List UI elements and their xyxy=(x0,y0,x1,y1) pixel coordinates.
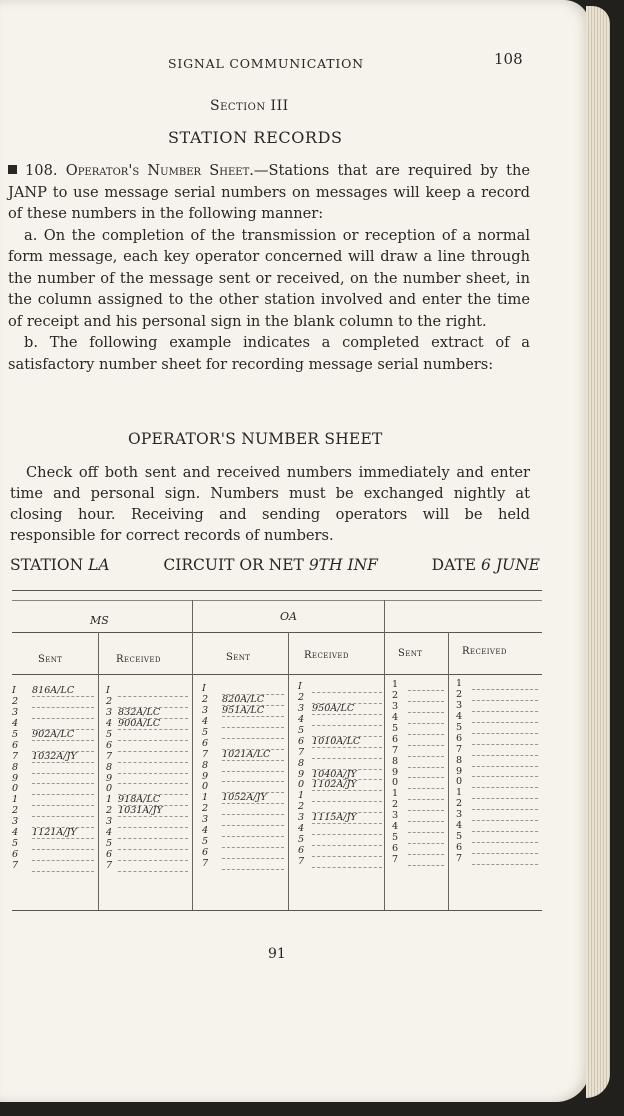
row-number: 5 xyxy=(298,834,305,846)
row-number: 2 xyxy=(456,798,463,810)
header-oa-sent: Sent xyxy=(226,652,251,663)
row-entry xyxy=(472,712,538,723)
circuit-field: CIRCUIT OR NET 9TH INF xyxy=(163,556,378,574)
row-number: 5 xyxy=(202,726,209,738)
row-number: 5 xyxy=(12,838,19,850)
ms-sent-entries xyxy=(32,686,94,872)
row-number: 3 xyxy=(12,706,19,718)
row-number: 2 xyxy=(12,695,19,707)
row-number: 3 xyxy=(202,814,209,826)
row-entry xyxy=(118,850,188,861)
row-number: 5 xyxy=(202,836,209,848)
row-number: 9 xyxy=(12,772,19,784)
row-number: I xyxy=(202,683,206,694)
sheet-instructions: Check off both sent and received numbers immediately and enter time and personal sign. Numbers must be exchanged nightly at closing hour. Receiving and sending operators will be held responsible for correct records of numbers. xyxy=(10,464,530,544)
group-rule xyxy=(12,632,542,633)
row-entry xyxy=(472,701,538,712)
row-entry xyxy=(472,810,538,821)
row-number: 6 xyxy=(456,732,463,744)
header-blank-received: Received xyxy=(462,646,507,657)
row-entry xyxy=(222,804,284,815)
row-number: 0 xyxy=(12,783,19,795)
row-entry xyxy=(408,811,444,822)
station-line xyxy=(10,556,540,574)
row-entry: 1031A/JY xyxy=(118,806,188,817)
row-entry xyxy=(408,768,444,779)
row-number: 3 xyxy=(106,706,113,718)
row-entry xyxy=(32,850,94,861)
row-entry xyxy=(222,848,284,859)
row-number: 6 xyxy=(298,845,305,857)
row-entry: 1021A/LC xyxy=(222,750,284,761)
header-ms-received: Received xyxy=(116,654,161,665)
row-entry xyxy=(312,759,382,770)
row-number: 4 xyxy=(202,715,209,727)
blank-received-entries xyxy=(472,679,538,865)
header-oa-received: Received xyxy=(304,650,349,661)
row-number: 0 xyxy=(456,776,463,788)
row-number: 2 xyxy=(456,688,463,700)
oa-sent-entries xyxy=(222,684,284,870)
row-number: 3 xyxy=(456,699,463,711)
header-blank-sent: Sent xyxy=(398,648,423,659)
row-entry: 832A/LC xyxy=(118,708,188,719)
row-entry xyxy=(118,839,188,850)
row-number: 6 xyxy=(298,735,305,747)
row-entry xyxy=(408,702,444,713)
row-number: 6 xyxy=(392,733,399,745)
running-head: SIGNAL COMMUNICATION xyxy=(168,56,364,71)
row-number: 4 xyxy=(12,717,19,729)
row-number: 4 xyxy=(456,710,463,722)
row-number: 9 xyxy=(392,766,399,778)
row-entry xyxy=(312,835,382,846)
row-entry xyxy=(472,690,538,701)
row-number: I xyxy=(298,681,302,692)
row-entry: 1115A/JY xyxy=(312,813,382,824)
row-number: 6 xyxy=(202,847,209,859)
oa-received-numbers xyxy=(298,682,304,868)
ms-sent-numbers xyxy=(12,686,18,872)
row-number: 3 xyxy=(392,810,399,822)
row-number: 7 xyxy=(298,746,305,758)
paragraph-a: a. On the completion of the transmission or reception of a normal form message, each key operator concerned will draw a line through the number of the message sent or received, on the number sheet, in the column assigned to the other station involved and enter the time of receipt and his personal sign in the blank column to the right. xyxy=(8,226,530,330)
row-entry: 1052A/JY xyxy=(222,793,284,804)
row-entry xyxy=(472,734,538,745)
blank-sent-numbers xyxy=(392,680,398,866)
row-entry xyxy=(118,686,188,697)
row-number: 9 xyxy=(106,772,113,784)
date-field: DATE 6 JUNE xyxy=(431,556,540,574)
row-number: 3 xyxy=(202,704,209,716)
row-entry xyxy=(32,774,94,785)
row-number: 8 xyxy=(12,761,19,773)
blank-column-divider xyxy=(448,632,449,910)
row-entry xyxy=(118,730,188,741)
row-number: 5 xyxy=(298,724,305,736)
row-number: 7 xyxy=(456,853,463,864)
row-entry xyxy=(118,861,188,872)
sheet-title: OPERATOR'S NUMBER SHEET xyxy=(128,430,383,448)
row-entry xyxy=(222,815,284,826)
row-number: 4 xyxy=(392,711,399,723)
row-entry xyxy=(408,746,444,757)
circuit-value: 9TH INF xyxy=(308,556,378,574)
section-label: Section III xyxy=(210,98,289,114)
oa-received-entries xyxy=(312,682,382,868)
row-entry xyxy=(408,789,444,800)
row-number: 7 xyxy=(298,856,305,867)
row-entry xyxy=(312,824,382,835)
row-entry xyxy=(312,715,382,726)
table-top-rule xyxy=(12,590,542,591)
row-entry xyxy=(222,728,284,739)
row-entry xyxy=(222,826,284,837)
row-number: 3 xyxy=(12,816,19,828)
row-entry xyxy=(408,735,444,746)
row-entry xyxy=(472,854,538,865)
row-entry xyxy=(408,822,444,833)
row-entry xyxy=(222,717,284,728)
row-number: 9 xyxy=(202,770,209,782)
row-number: 2 xyxy=(298,801,305,813)
row-number: 0 xyxy=(106,783,113,795)
row-entry xyxy=(118,817,188,828)
ms-received-entries xyxy=(118,686,188,872)
row-entry xyxy=(408,680,444,691)
row-entry: 950A/LC xyxy=(312,704,382,715)
row-entry: 820A/LC xyxy=(222,695,284,706)
row-number: 2 xyxy=(202,693,209,705)
table-bottom-rule xyxy=(12,910,542,911)
row-entry xyxy=(472,799,538,810)
row-entry xyxy=(118,763,188,774)
header-ms-sent: Sent xyxy=(38,654,63,665)
row-number: 1 xyxy=(12,794,19,806)
row-entry xyxy=(472,788,538,799)
row-entry xyxy=(312,857,382,868)
paragraph-108-text: —Stations that are required by the JANP to use message serial numbers on messages will keep a record of these numbers in the following manner: xyxy=(8,162,530,222)
row-entry xyxy=(408,778,444,789)
row-number: 8 xyxy=(392,755,399,767)
row-number: 2 xyxy=(12,805,19,817)
row-number: 7 xyxy=(106,860,113,871)
row-number: 1 xyxy=(202,792,209,804)
row-number: 3 xyxy=(298,812,305,824)
row-entry xyxy=(32,795,94,806)
row-entry xyxy=(408,757,444,768)
row-entry xyxy=(472,745,538,756)
page-edges xyxy=(586,6,610,1098)
section-title: STATION RECORDS xyxy=(168,128,343,147)
row-number: I xyxy=(12,685,16,696)
row-entry xyxy=(32,708,94,719)
row-entry xyxy=(472,767,538,778)
row-number: 7 xyxy=(202,858,209,869)
row-entry: 1121A/JY xyxy=(32,828,94,839)
row-number: 9 xyxy=(298,768,305,780)
row-number: 5 xyxy=(392,722,399,734)
group-label-oa: OA xyxy=(280,610,297,623)
station-field: STATION LA xyxy=(10,556,110,574)
row-number: 6 xyxy=(456,842,463,854)
row-entry xyxy=(118,828,188,839)
row-entry xyxy=(472,821,538,832)
row-number: 5 xyxy=(392,832,399,844)
row-entry xyxy=(32,784,94,795)
row-entry xyxy=(222,772,284,783)
row-number: 2 xyxy=(392,799,399,811)
table-top-rule-inner xyxy=(12,600,542,601)
row-number: 1 xyxy=(106,794,113,806)
row-number: 4 xyxy=(298,823,305,835)
row-entry xyxy=(408,833,444,844)
row-number: 6 xyxy=(12,739,19,751)
row-entry: 1032A/JY xyxy=(32,752,94,763)
row-number: 0 xyxy=(298,779,305,791)
row-number: 0 xyxy=(392,777,399,789)
row-number: 1 xyxy=(456,787,463,799)
row-entry: 902A/LC xyxy=(32,730,94,741)
row-number: 7 xyxy=(392,854,399,865)
row-number: 7 xyxy=(202,748,209,760)
oa-column-divider xyxy=(288,632,289,910)
row-entry: 1102A/JY xyxy=(312,780,382,791)
row-number: 4 xyxy=(298,713,305,725)
row-number: 3 xyxy=(298,702,305,714)
row-entry xyxy=(472,832,538,843)
row-entry xyxy=(32,861,94,872)
row-entry xyxy=(408,691,444,702)
footer-page-number: 91 xyxy=(268,946,286,962)
row-entry xyxy=(118,752,188,763)
ms-received-numbers xyxy=(106,686,112,872)
row-number: 2 xyxy=(202,803,209,815)
row-number: 2 xyxy=(106,695,113,707)
number-sheet-table xyxy=(12,590,542,912)
row-entry xyxy=(222,739,284,750)
row-entry xyxy=(472,843,538,854)
row-number: 1 xyxy=(392,788,399,800)
row-number: 1 xyxy=(298,790,305,802)
row-number: 5 xyxy=(12,728,19,740)
row-number: 8 xyxy=(456,754,463,766)
row-number: 4 xyxy=(456,820,463,832)
row-entry xyxy=(408,855,444,866)
row-number: 7 xyxy=(12,750,19,762)
page-number: 108 xyxy=(494,50,523,68)
row-entry xyxy=(32,806,94,817)
row-entry xyxy=(408,713,444,724)
row-number: 2 xyxy=(392,689,399,701)
body-text xyxy=(8,160,530,375)
row-entry: 816A/LC xyxy=(32,686,94,697)
row-number: 8 xyxy=(106,761,113,773)
row-entry xyxy=(32,741,94,752)
row-number: 3 xyxy=(106,816,113,828)
row-entry: 900A/LC xyxy=(118,719,188,730)
paragraph-heading: Operator's Number Sheet. xyxy=(65,162,254,179)
blank-sent-entries xyxy=(408,680,444,866)
row-entry: 951A/LC xyxy=(222,706,284,717)
row-entry xyxy=(32,839,94,850)
row-entry xyxy=(408,800,444,811)
row-number: 0 xyxy=(202,781,209,793)
row-number: 6 xyxy=(12,849,19,861)
station-value: LA xyxy=(88,556,110,574)
row-entry xyxy=(312,846,382,857)
oa-sent-numbers xyxy=(202,684,208,870)
row-entry xyxy=(472,777,538,788)
row-number: 4 xyxy=(106,717,113,729)
row-number: 6 xyxy=(106,739,113,751)
row-number: 3 xyxy=(392,700,399,712)
row-entry xyxy=(472,679,538,690)
row-entry: 1040A/JY xyxy=(312,770,382,781)
group-divider-1 xyxy=(192,600,193,910)
row-entry: 1010A/LC xyxy=(312,737,382,748)
row-entry xyxy=(408,724,444,735)
row-entry xyxy=(32,763,94,774)
row-number: 8 xyxy=(298,757,305,769)
group-label-ms: MS xyxy=(90,614,109,627)
row-number: 7 xyxy=(392,744,399,756)
row-number: 5 xyxy=(106,838,113,850)
row-number: 6 xyxy=(392,843,399,855)
row-entry xyxy=(472,723,538,734)
row-number: 2 xyxy=(106,805,113,817)
row-entry xyxy=(472,756,538,767)
row-number: 6 xyxy=(106,849,113,861)
group-divider-2 xyxy=(384,600,385,910)
date-value: 6 JUNE xyxy=(481,556,540,574)
row-entry xyxy=(222,837,284,848)
row-number: 4 xyxy=(12,827,19,839)
row-number: I xyxy=(106,685,110,696)
row-number: 1 xyxy=(456,678,463,689)
row-number: 5 xyxy=(106,728,113,740)
row-number: 7 xyxy=(12,860,19,871)
row-number: 5 xyxy=(456,721,463,733)
row-entry: 918A/LC xyxy=(118,795,188,806)
header-rule xyxy=(12,674,542,675)
row-entry xyxy=(222,761,284,772)
row-number: 3 xyxy=(456,809,463,821)
row-number: 8 xyxy=(202,759,209,771)
ms-column-divider xyxy=(98,632,99,910)
paragraph-number: 108. xyxy=(25,162,58,179)
row-entry xyxy=(222,859,284,870)
row-number: 4 xyxy=(106,827,113,839)
row-entry xyxy=(312,748,382,759)
row-entry xyxy=(312,682,382,693)
row-number: 7 xyxy=(456,743,463,755)
row-number: 7 xyxy=(106,750,113,762)
bullet-square-icon xyxy=(8,165,17,174)
row-number: 9 xyxy=(456,765,463,777)
paragraph-108 xyxy=(8,160,530,225)
row-number: 1 xyxy=(392,679,399,690)
row-entry xyxy=(32,697,94,708)
row-entry xyxy=(408,844,444,855)
row-entry xyxy=(312,791,382,802)
row-entry xyxy=(118,774,188,785)
blank-received-numbers xyxy=(456,679,462,865)
row-number: 4 xyxy=(202,825,209,837)
row-number: 5 xyxy=(456,831,463,843)
row-entry xyxy=(118,741,188,752)
row-number: 4 xyxy=(392,821,399,833)
row-number: 6 xyxy=(202,737,209,749)
paragraph-b: b. The following example indicates a completed extract of a satisfactory number sheet for recording message serial numbers: xyxy=(8,334,530,373)
row-number: 2 xyxy=(298,691,305,703)
